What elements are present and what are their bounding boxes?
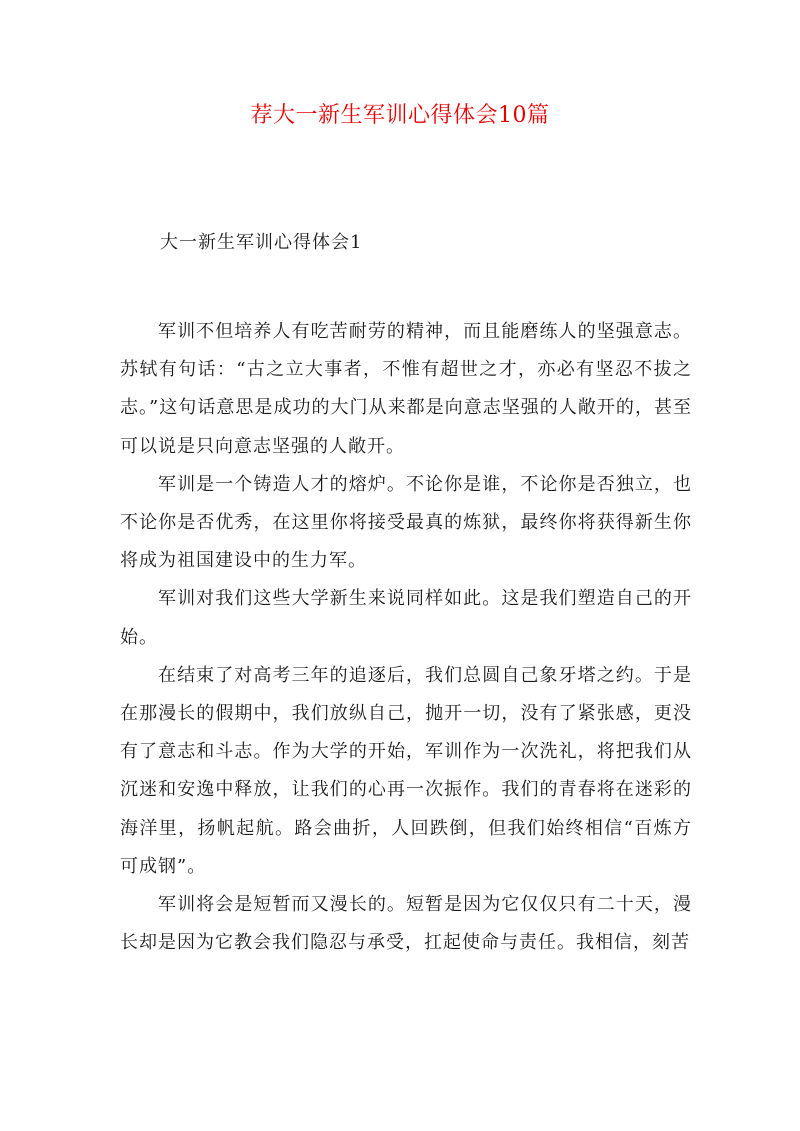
paragraph: 在结束了对高考三年的追逐后，我们总圆自己象牙塔之约。于是在那漫长的假期中，我们放纵自己，抛开一切，没有了紧张感，更没有了意志和斗志。作为大学的开始，军训作为一次洗礼，将把我们从沉迷和安逸中释放，让我们的心再一次振作。我们的青春将在迷彩的海洋里，扬帆起航。路会曲折，人回跌倒，但我们始终相信“百炼方可成钢”。 <box>120 664 692 877</box>
document-body <box>120 313 692 962</box>
section-heading: 大一新生军训心得体会1 <box>160 232 363 253</box>
paragraph: 军训不但培养人有吃苦耐劳的精神，而且能磨练人的坚强意志。苏轼有句话：“古之立大事者，不惟有超世之才，亦必有坚忍不拔之志。”这句话意思是成功的大门从来都是向意志坚强的人敞开的，甚至可以说是只向意志坚强的人敞开。 <box>120 321 692 457</box>
paragraph: 军训是一个铸造人才的熔炉。不论你是谁，不论你是否独立，也不论你是否优秀，在这里你将接受最真的炼狱，最终你将获得新生你将成为祖国建设中的生力军。 <box>120 473 692 572</box>
paragraph: 军训将会是短暂而又漫长的。短暂是因为它仅仅只有二十天，漫长却是因为它教会我们隐忍与承受，扛起使命与责任。我相信，刻苦 <box>120 894 692 954</box>
paragraph: 军训对我们这些大学新生来说同样如此。这是我们塑造自己的开始。 <box>120 588 692 648</box>
document-title: 荐大一新生军训心得体会10篇 <box>250 103 550 128</box>
